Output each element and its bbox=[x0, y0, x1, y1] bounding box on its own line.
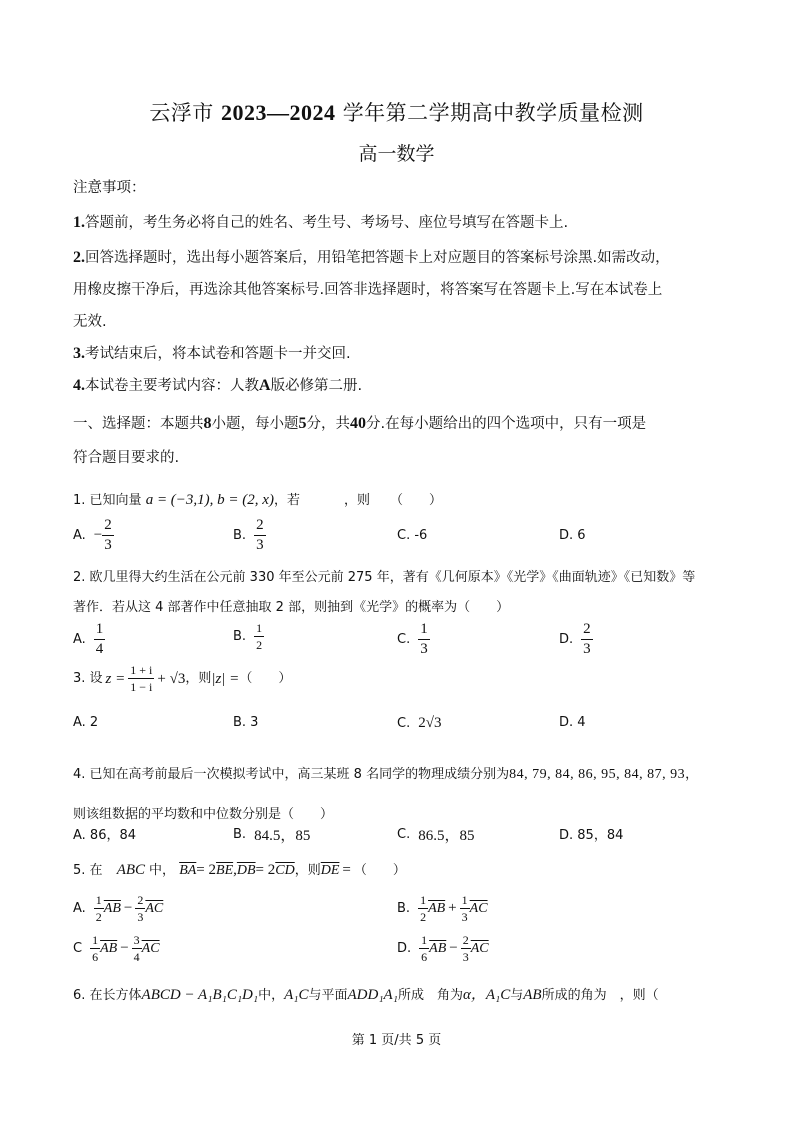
question-2: 2. 欧几里得大约生活在公元前 330 年至公元前 275 年，著有《几何原本》《光学》《曲面轨迹》《已知数》等 著作．若从这 4 部著作中任意抽取 2 部，则抽到《光学》的概率为（ ） bbox=[73, 570, 696, 615]
q5-option-a[interactable]: A. $\frac{1}{2}$ $\overline{AB}$ − $\frac{2}{3}$ $\overline{AC}$ bbox=[73, 893, 164, 924]
page-title bbox=[0, 97, 793, 127]
question-5: 5. 在 ABC 中， $\overline{BA}= 2\overline{BE},\overline{DB}= 2\overline{CD}$，则$\overline{DE}$ = （ ） bbox=[73, 862, 406, 878]
q1-option-d[interactable]: D. 6 bbox=[559, 528, 586, 543]
note-2: 2.回答选择题时，选出每小题答案后，用铅笔把答题卡上对应题目的答案标号涂黑.如需改动， 用橡皮擦干净后，再选涂其他答案标号.回答非选择题时，将答案写在答题卡上.写在本试卷上 无效. bbox=[73, 249, 670, 330]
q2-option-d[interactable]: D. $\frac{2}{3}$ bbox=[559, 621, 591, 657]
q3-option-b[interactable]: B. 3 bbox=[233, 715, 259, 730]
title-years: 2023—2024 bbox=[221, 100, 336, 125]
q5-option-b[interactable]: B. $\frac{1}{2}$ $\overline{AB}$ + $\frac{1}{3}$ $\overline{AC}$ bbox=[397, 893, 488, 924]
q4-option-b[interactable]: B. 84.5，85 bbox=[233, 827, 311, 844]
title-rest: 学年第二学期高中教学质量检测 bbox=[342, 101, 644, 125]
q4-option-a[interactable]: A. 86，84 bbox=[73, 828, 137, 843]
section-header: 一、选择题：本题共8小题，每小题5分，共40分.在每小题给出的四个选项中，只有一项是 符合题目要求的. bbox=[73, 415, 647, 466]
q1-option-a[interactable]: A. − $\frac{2}{3}$ bbox=[73, 517, 112, 553]
q4-option-c[interactable]: C. 86.5，85 bbox=[397, 827, 475, 844]
note-1: 1.答题前，考生务必将自己的姓名、考生号、考场号、座位号填写在答题卡上. bbox=[73, 214, 569, 231]
note-3: 3.考试结束后，将本试卷和答题卡一并交回. bbox=[73, 345, 351, 362]
q1-option-c[interactable]: C. -6 bbox=[397, 528, 428, 543]
question-6: 6. 在长方体ABCD − A₁B₁C₁D₁中，A₁C与平面ADD₁A₁所成 角为α，A₁C与AB所成的角为 ，则（ bbox=[73, 987, 659, 1003]
title-city: 云浮市 bbox=[149, 101, 214, 125]
question-4: 4. 已知在高考前最后一次模拟考试中，高三某班 8 名同学的物理成绩分别为84, 79, 84, 86, 95, 84, 87, 93， 则该组数据的平均数和中位数分别是（ ） bbox=[73, 767, 699, 822]
page-footer: 第 1 页/共 5 页 bbox=[351, 1033, 442, 1048]
question-3: 3. 设 z = $\frac{1 + i}{1 - i}$ + √3 ，则 |z| = （ ） bbox=[73, 663, 292, 694]
q2-option-a[interactable]: A. $\frac{1}{4}$ bbox=[73, 621, 104, 657]
notes-section bbox=[73, 172, 723, 402]
q2-option-b[interactable]: B. $\frac{1}{2}$ bbox=[233, 621, 263, 652]
question-5-options bbox=[73, 894, 723, 974]
q5-option-c[interactable]: C $\frac{1}{6}$ $\overline{AB}$ − $\frac{3}{4}$ $\overline{AC}$ bbox=[73, 933, 160, 964]
notes-heading: 注意事项： bbox=[73, 180, 146, 196]
q1-vectors: a = (−3,1), b = (2, x) bbox=[145, 492, 274, 508]
q3-option-c[interactable]: C. 2√3 bbox=[397, 715, 442, 731]
question-1: 1. 已知向量 a = (−3,1), b = (2, x)，若 ，则 （ ） bbox=[73, 492, 442, 508]
note-4: 4.本试卷主要考试内容：人教A版必修第二册. bbox=[73, 377, 363, 394]
q5-option-d[interactable]: D. $\frac{1}{6}$ $\overline{AB}$ − $\frac{2}{3}$ $\overline{AC}$ bbox=[397, 933, 489, 964]
page-subtitle: 高一数学 bbox=[358, 143, 435, 165]
q2-option-c[interactable]: C. $\frac{1}{3}$ bbox=[397, 621, 428, 657]
q1-option-b[interactable]: B. $\frac{2}{3}$ bbox=[233, 517, 264, 553]
q4-option-d[interactable]: D. 85，84 bbox=[559, 828, 624, 843]
q3-option-a[interactable]: A. 2 bbox=[73, 715, 99, 730]
q3-option-d[interactable]: D. 4 bbox=[559, 715, 586, 730]
